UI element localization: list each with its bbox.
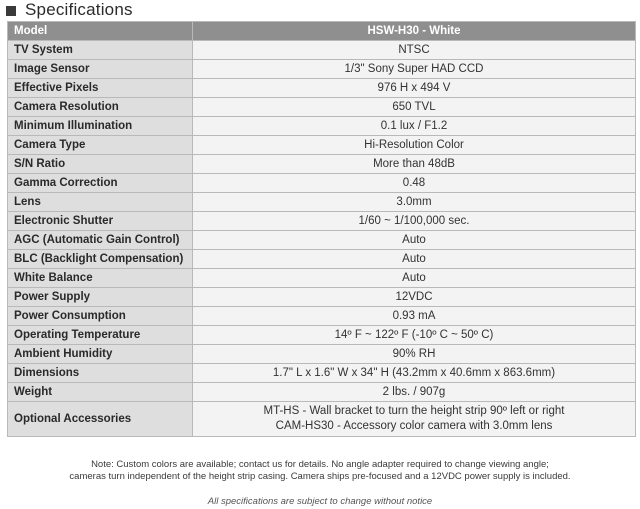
spec-label: Power Consumption: [8, 307, 193, 326]
spec-value: 1/3" Sony Super HAD CCD: [193, 60, 636, 79]
model-value: HSW-H30 - White: [193, 22, 636, 41]
table-row: [8, 383, 636, 402]
spec-label: Effective Pixels: [8, 79, 193, 98]
spec-label: Dimensions: [8, 364, 193, 383]
spec-value: 90% RH: [193, 345, 636, 364]
table-row: [8, 79, 636, 98]
spec-label: Camera Type: [8, 136, 193, 155]
spec-value: 1/60 ~ 1/100,000 sec.: [193, 212, 636, 231]
spec-value: 12VDC: [193, 288, 636, 307]
table-row: [8, 212, 636, 231]
specifications-table: [7, 21, 636, 437]
accessories-value: [193, 402, 636, 437]
section-heading: [6, 0, 133, 20]
spec-label: AGC (Automatic Gain Control): [8, 231, 193, 250]
spec-label: Minimum Illumination: [8, 117, 193, 136]
spec-label: BLC (Backlight Compensation): [8, 250, 193, 269]
spec-value: 650 TVL: [193, 98, 636, 117]
spec-value: Hi-Resolution Color: [193, 136, 636, 155]
spec-label: Operating Temperature: [8, 326, 193, 345]
table-row: [8, 288, 636, 307]
spec-value: More than 48dB: [193, 155, 636, 174]
table-row: [8, 41, 636, 60]
note-line-2: cameras turn independent of the height strip casing. Camera ships pre-focused and a 12VDC power supply is included.: [69, 471, 571, 482]
spec-label: Gamma Correction: [8, 174, 193, 193]
accessory-line-1: MT-HS - Wall bracket to turn the height strip 90º left or right: [263, 405, 565, 417]
accessory-line-2: CAM-HS30 - Accessory color camera with 3.0mm lens: [275, 420, 553, 432]
table-row: [8, 60, 636, 79]
spec-value: 0.1 lux / F1.2: [193, 117, 636, 136]
page-title: Specifications: [25, 0, 133, 19]
spec-value: 0.93 mA: [193, 307, 636, 326]
spec-value: 976 H x 494 V: [193, 79, 636, 98]
table-header-row: [8, 22, 636, 41]
table-row: [8, 136, 636, 155]
note-line-1: Note: Custom colors are available; contact us for details. No angle adapter required to change viewing angle;: [91, 459, 549, 470]
spec-label: S/N Ratio: [8, 155, 193, 174]
table-row: [8, 231, 636, 250]
bullet-square-icon: [6, 6, 16, 16]
spec-label: Camera Resolution: [8, 98, 193, 117]
table-row: [8, 326, 636, 345]
table-row: [8, 250, 636, 269]
model-label: Model: [8, 22, 193, 41]
spec-value: Auto: [193, 269, 636, 288]
table-row: [8, 155, 636, 174]
table-row: [8, 307, 636, 326]
note-text: [0, 459, 640, 483]
spec-label: Electronic Shutter: [8, 212, 193, 231]
spec-value: Auto: [193, 231, 636, 250]
spec-label: Lens: [8, 193, 193, 212]
table-row: [8, 269, 636, 288]
table-row-accessories: [8, 402, 636, 437]
table-row: [8, 98, 636, 117]
spec-label: Power Supply: [8, 288, 193, 307]
spec-label: Optional Accessories: [8, 402, 193, 437]
table-row: [8, 364, 636, 383]
spec-value: 1.7" L x 1.6" W x 34" H (43.2mm x 40.6mm x 863.6mm): [193, 364, 636, 383]
spec-value: Auto: [193, 250, 636, 269]
spec-label: Image Sensor: [8, 60, 193, 79]
table-row: [8, 174, 636, 193]
spec-value: 0.48: [193, 174, 636, 193]
spec-value: NTSC: [193, 41, 636, 60]
spec-label: White Balance: [8, 269, 193, 288]
spec-label: TV System: [8, 41, 193, 60]
spec-label: Weight: [8, 383, 193, 402]
spec-value: 14º F ~ 122º F (-10º C ~ 50º C): [193, 326, 636, 345]
spec-value: 2 lbs. / 907g: [193, 383, 636, 402]
disclaimer-footer: All specifications are subject to change without notice: [207, 496, 433, 507]
table-row: [8, 117, 636, 136]
table-row: [8, 345, 636, 364]
spec-label: Ambient Humidity: [8, 345, 193, 364]
spec-value: 3.0mm: [193, 193, 636, 212]
table-row: [8, 193, 636, 212]
